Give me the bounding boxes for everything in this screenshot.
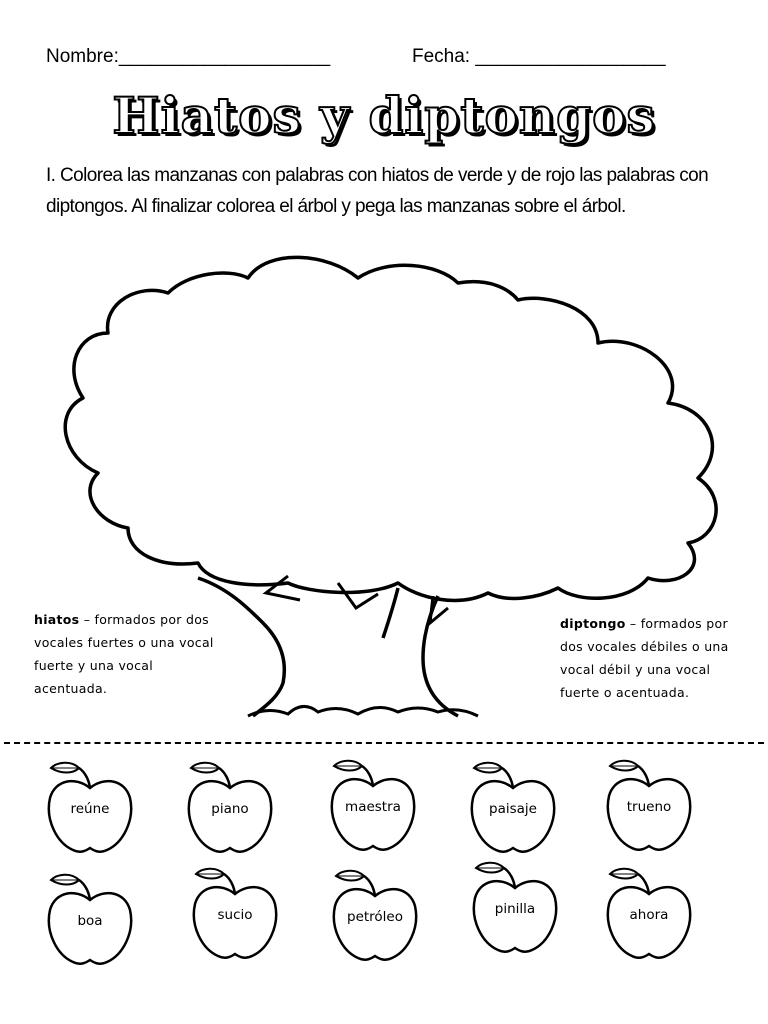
apple-word: maestra: [345, 799, 401, 815]
hiatos-term: hiatos: [34, 612, 80, 627]
apple-word: petróleo: [347, 909, 403, 925]
apple-card[interactable]: [35, 870, 145, 970]
apple-word: ahora: [629, 907, 669, 923]
hiatos-text: formados por dos vocales fuertes o una vocal fuerte y una vocal acentuada.: [34, 612, 214, 696]
apple-card[interactable]: [460, 858, 570, 958]
apple-card[interactable]: [458, 758, 568, 858]
apple-card[interactable]: [594, 756, 704, 856]
hiatos-separator: –: [79, 612, 95, 627]
name-field[interactable]: Nombre:____________________: [46, 46, 331, 67]
apple-word: reúne: [70, 801, 110, 817]
apple-word: pinilla: [494, 901, 536, 917]
diptongo-text: formados por dos vocales débiles o una vocal débil y una vocal fuerte o acentuada.: [560, 616, 729, 700]
apple-card[interactable]: [318, 756, 428, 856]
apple-word: sucio: [217, 907, 253, 923]
instructions-text: I. Colorea las manzanas con palabras con hiatos de verde y de rojo las palabras con diptongos. Al finalizar colorea el árbol y pega las manzanas sobre el árbol.: [46, 165, 709, 217]
apple-card[interactable]: [180, 864, 290, 964]
hiatos-definition: [34, 608, 224, 700]
apple-card[interactable]: [320, 866, 430, 966]
apple-card[interactable]: [35, 758, 145, 858]
cut-line: [4, 742, 764, 744]
diptongo-separator: –: [625, 616, 641, 631]
apple-word: trueno: [626, 799, 672, 815]
page-title: Hiatos y diptongos: [112, 86, 656, 145]
date-field[interactable]: Fecha: __________________: [412, 46, 666, 67]
apple-word: boa: [77, 913, 103, 929]
apple-word: piano: [211, 801, 249, 817]
diptongo-term: diptongo: [560, 616, 626, 631]
apple-card[interactable]: [175, 758, 285, 858]
diptongo-definition: [560, 612, 735, 704]
apple-card[interactable]: [594, 864, 704, 964]
apple-word: paisaje: [489, 801, 537, 817]
